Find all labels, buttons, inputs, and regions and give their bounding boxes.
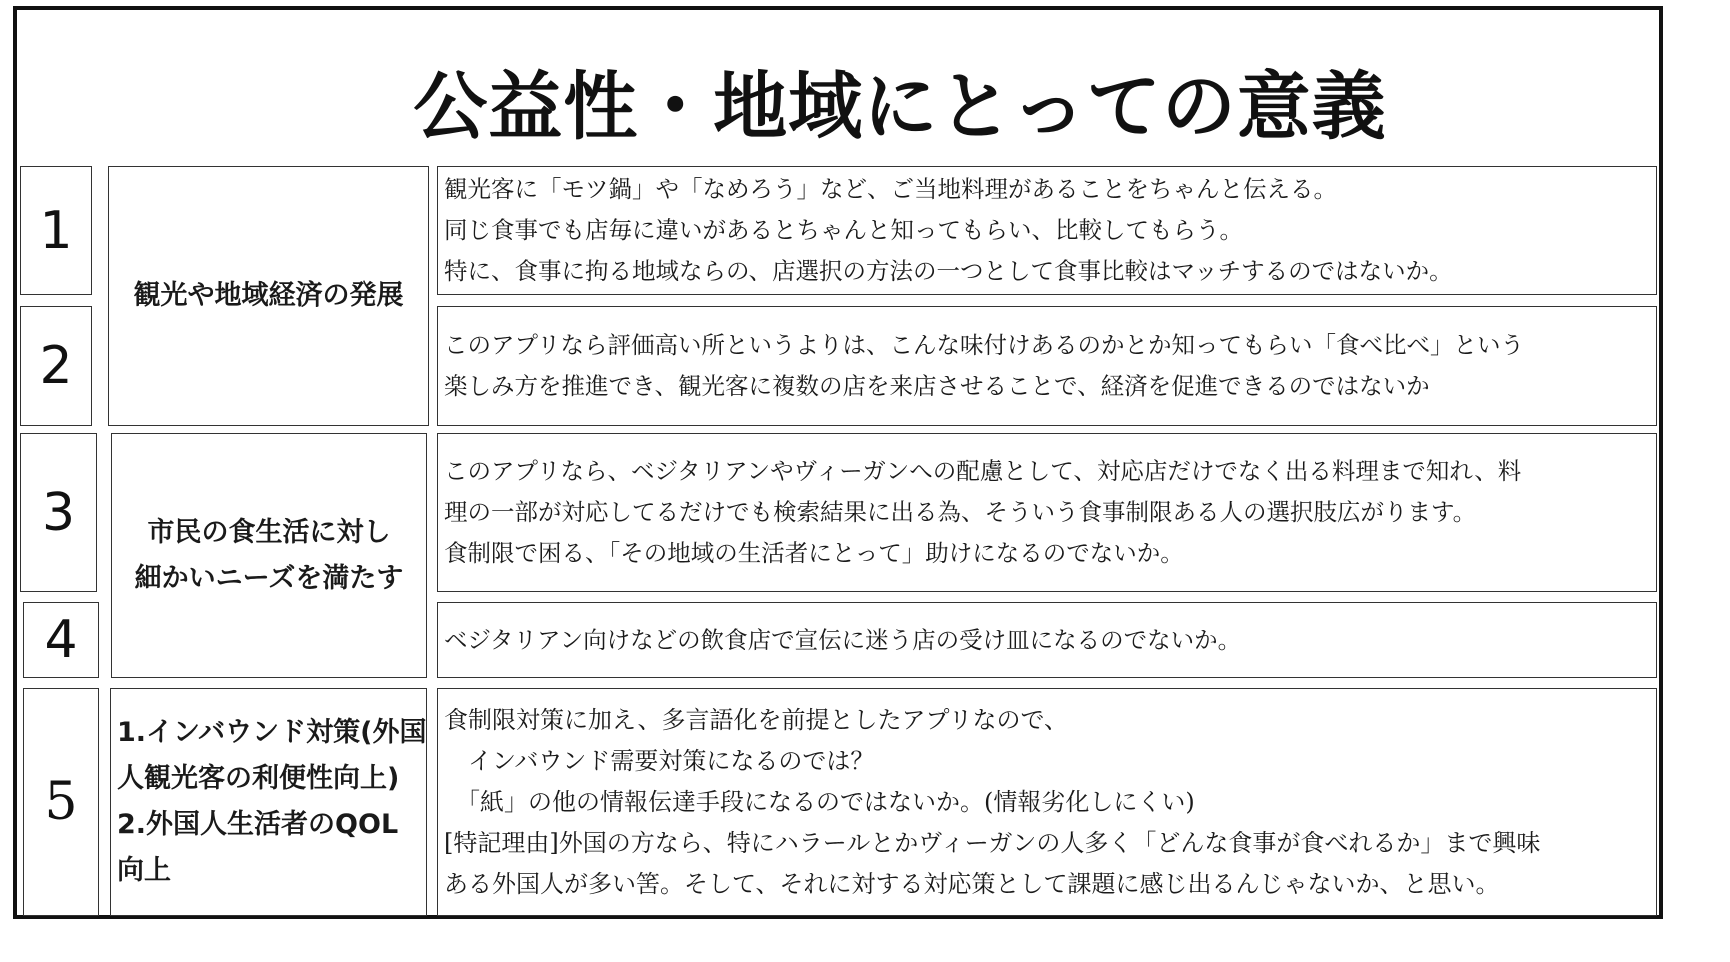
category-tourism-economy — [108, 166, 429, 426]
page-title: 公益性・地域にとっての意義 — [413, 64, 1387, 150]
description-line: インバウンド需要対策になるのでは？ — [444, 746, 875, 775]
row-number-3: 3 — [20, 433, 97, 592]
description-line: 楽しみ方を推進でき、観光客に複数の店を来店させることで、経済を促進できるのではないか — [444, 372, 1430, 400]
description-line: 「紙」の他の情報伝達手段になるのではないか。(情報劣化しにくい) — [444, 787, 1195, 816]
description-line: [特記理由]外国の方なら、特にハラールとかヴィーガンの人多く「どんな食事が食べれるか」まで興味 — [444, 828, 1541, 857]
description-line: ある外国人が多い筈。そして、それに対する対応策として課題に感じ出るんじゃないか、と思い。 — [444, 869, 1500, 898]
description-row-5 — [437, 688, 1657, 916]
description-line: 特に、食事に拘る地域ならの、店選択の方法の一つとして食事比較はマッチするのではないか。 — [444, 257, 1453, 285]
row-number-2: 2 — [20, 306, 92, 426]
row-number-1: 1 — [20, 166, 92, 295]
description-line: 理の一部が対応してるだけでも検索結果に出る為、そういう食事制限ある人の選択肢広がります。 — [444, 498, 1477, 526]
description-line: 観光客に「モツ鍋」や「なめろう」など、ご当地料理があることをちゃんと伝える。 — [444, 175, 1337, 203]
description-row-4 — [437, 602, 1657, 678]
category-line: 1.インバウンド対策(外国 — [117, 717, 427, 748]
description-line: このアプリなら、ベジタリアンやヴィーガンへの配慮として、対応店だけでなく出る料理まで知れ、料 — [444, 457, 1522, 485]
description-row-1 — [437, 166, 1657, 295]
category-line: 細かいニーズを満たす — [134, 562, 404, 594]
description-row-2 — [437, 306, 1657, 426]
description-line: 食制限で困る、「その地域の生活者にとって」助けになるのでないか。 — [444, 539, 1184, 567]
description-line: ベジタリアン向けなどの飲食店で宣伝に迷う店の受け皿になるのでないか。 — [444, 625, 1242, 654]
description-line: 食制限対策に加え、多言語化を前提としたアプリなので、 — [444, 705, 1068, 734]
category-line: 人観光客の利便性向上) — [117, 763, 400, 794]
description-line: 同じ食事でも店毎に違いがあるとちゃんと知ってもらい、比較してもらう。 — [444, 216, 1243, 244]
row-number-4: 4 — [23, 602, 99, 678]
description-line: このアプリなら評価高い所というよりは、こんな味付けあるのかとか知ってもらい「食べ比べ」という — [444, 331, 1525, 359]
category-citizen-needs — [111, 433, 427, 678]
category-line: 向上 — [117, 855, 171, 886]
category-line: 市民の食生活に対し — [147, 516, 391, 548]
category-inbound — [110, 688, 427, 916]
category-line: 観光や地域経済の発展 — [133, 280, 404, 311]
row-number-5: 5 — [23, 688, 99, 916]
category-line: 2.外国人生活者のQOL — [117, 809, 399, 840]
description-row-3 — [437, 433, 1657, 592]
